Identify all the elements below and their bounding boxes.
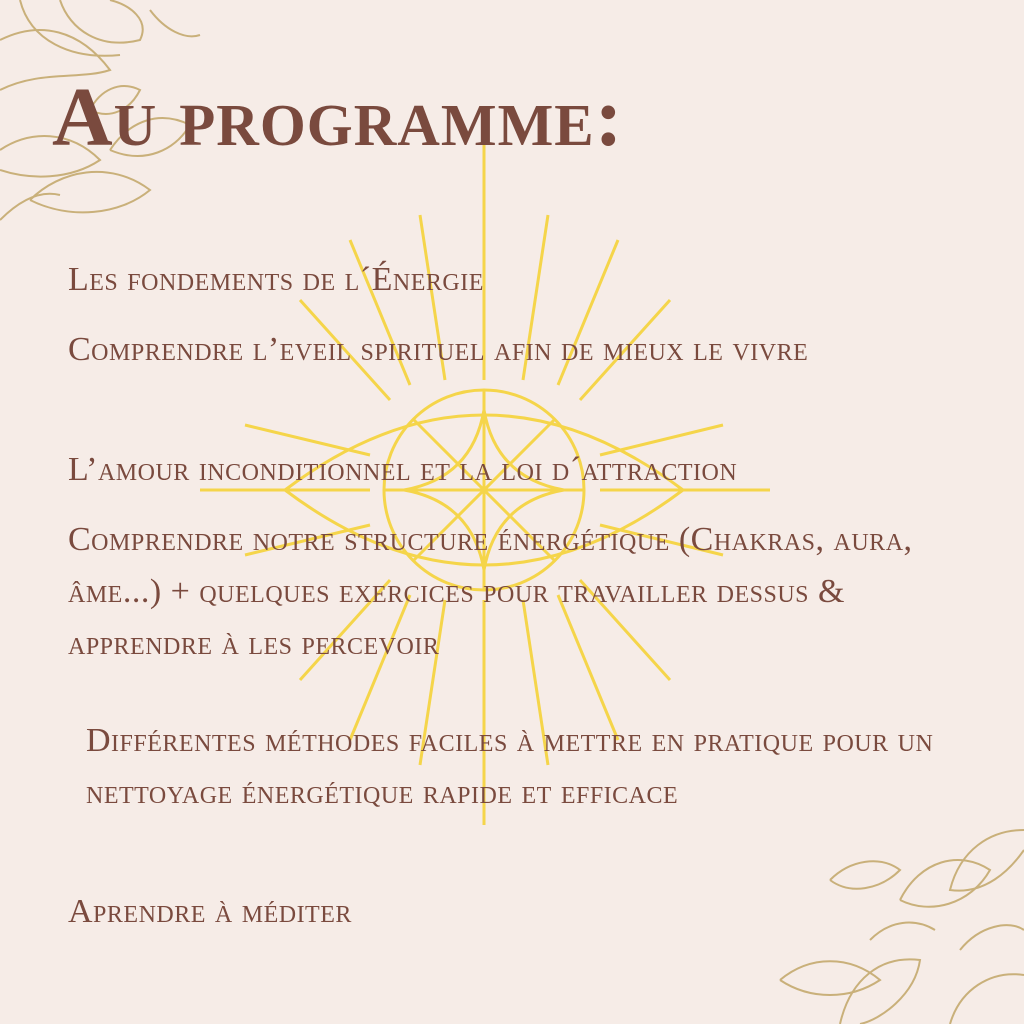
program-item: Comprendre l’eveil spirituel afin de mieux le vivre (68, 331, 809, 368)
program-item: Les fondements de l´Énergie (68, 261, 484, 298)
page-title: Au programme: (52, 71, 624, 164)
program-item: Différentes méthodes faciles à mettre en pratique pour un nettoyage énergétique rapide et efficace (86, 722, 934, 811)
program-item: Comprendre notre structure énergétique (Chakras, aura, âme...) + quelques exercices pour travailler dessus & apprendre à les percevoir (68, 521, 913, 662)
floral-corner-bottom-right (780, 830, 1024, 1024)
program-item: Aprendre à méditer (68, 893, 352, 930)
program-item: L’amour inconditionnel et la loi d´attraction (68, 451, 738, 488)
